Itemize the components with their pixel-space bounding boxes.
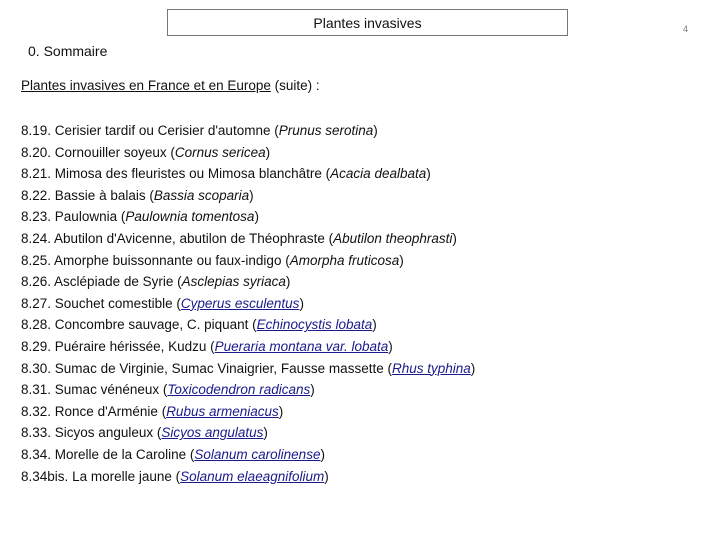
page-number: 4 <box>683 24 689 34</box>
item-common-name: Sumac de Virginie, Sumac Vinaigrier, Fausse massette <box>54 360 384 376</box>
list-item: 8.20. Cornouiller soyeux (Cornus sericea) <box>21 144 271 160</box>
list-item: 8.26. Asclépiade de Syrie (Asclepias syriaca) <box>21 274 291 290</box>
item-number: 8.20. <box>21 144 52 160</box>
list-item: 8.22. Bassie à balais (Bassia scoparia) <box>21 187 254 203</box>
item-common-name: La morelle jaune <box>72 468 172 484</box>
item-common-name: Souchet comestible <box>54 295 173 311</box>
list-item: 8.24. Abutilon d'Avicenne, abutilon de Théophraste (Abutilon theophrasti) <box>21 230 457 246</box>
list-item: 8.33. Sicyos anguleux (Sicyos angulatus) <box>21 425 268 441</box>
item-number: 8.33. <box>21 425 52 441</box>
list-item: 8.27. Souchet comestible (Cyperus esculentus) <box>21 295 304 311</box>
item-common-name: Bassie à balais <box>54 187 146 203</box>
list-item: 8.31. Sumac vénéneux (Toxicodendron radicans) <box>21 382 315 398</box>
section-heading: 0. Sommaire <box>28 43 108 59</box>
list-item: 8.19. Cerisier tardif ou Cerisier d'automne (Prunus serotina) <box>21 123 378 138</box>
item-common-name: Concombre sauvage, C. piquant <box>54 317 249 333</box>
item-number: 8.25. <box>21 252 52 268</box>
item-scientific-name-link[interactable]: Toxicodendron radicans <box>167 382 311 398</box>
item-number: 8.26. <box>21 274 52 290</box>
item-common-name: Puéraire hérissée, Kudzu <box>54 338 207 354</box>
item-number: 8.28. <box>21 317 52 333</box>
item-common-name: Cerisier tardif ou Cerisier d'automne <box>54 123 271 138</box>
item-scientific-name: Amorpha fruticosa <box>289 252 400 268</box>
item-common-name: Amorphe buissonnante ou faux-indigo <box>54 252 282 268</box>
list-item: 8.29. Puéraire hérissée, Kudzu (Pueraria montana var. lobata) <box>21 338 393 354</box>
list-item: 8.30. Sumac de Virginie, Sumac Vinaigrier, Fausse massette (Rhus typhina) <box>21 360 476 376</box>
item-scientific-name-link[interactable]: Sicyos angulatus <box>161 425 264 441</box>
item-scientific-name: Bassia scoparia <box>153 187 250 203</box>
intro-rest: (suite) : <box>270 78 320 93</box>
item-scientific-name: Acacia dealbata <box>330 166 427 182</box>
page-title: Plantes invasives <box>167 9 568 36</box>
intro-line <box>21 78 320 93</box>
list-item: 8.34bis. La morelle jaune (Solanum elaeagnifolium) <box>21 468 329 484</box>
item-common-name: Abutilon d'Avicenne, abutilon de Théophraste <box>54 230 325 246</box>
list-item: 8.21. Mimosa des fleuristes ou Mimosa blanchâtre (Acacia dealbata) <box>21 166 431 182</box>
item-common-name: Paulownia <box>54 209 118 225</box>
item-common-name: Sicyos anguleux <box>54 425 154 441</box>
list-item: 8.23. Paulownia (Paulownia tomentosa) <box>21 209 259 225</box>
item-scientific-name: Cornus sericea <box>174 144 266 160</box>
item-scientific-name: Paulownia tomentosa <box>125 209 255 225</box>
item-number: 8.23. <box>21 209 52 225</box>
list-item: 8.28. Concombre sauvage, C. piquant (Echinocystis lobata) <box>21 317 377 333</box>
item-scientific-name: Asclepias syriaca <box>181 274 286 290</box>
item-common-name: Sumac vénéneux <box>54 382 160 398</box>
item-scientific-name-link[interactable]: Solanum elaeagnifolium <box>180 468 325 484</box>
item-scientific-name: Abutilon theophrasti <box>333 230 453 246</box>
item-scientific-name: Prunus serotina <box>278 123 374 138</box>
item-scientific-name-link[interactable]: Rhus typhina <box>391 360 471 376</box>
list-item: 8.34. Morelle de la Caroline (Solanum carolinense) <box>21 446 325 462</box>
item-number: 8.31. <box>21 382 52 398</box>
item-number: 8.27. <box>21 295 52 311</box>
item-number: 8.34. <box>21 446 52 462</box>
item-scientific-name-link[interactable]: Echinocystis lobata <box>256 317 373 333</box>
item-scientific-name-link[interactable]: Solanum carolinense <box>194 446 321 462</box>
list-item: 8.32. Ronce d'Arménie (Rubus armeniacus) <box>21 403 284 419</box>
item-scientific-name-link[interactable]: Cyperus esculentus <box>180 295 300 311</box>
item-scientific-name-link[interactable]: Rubus armeniacus <box>166 403 279 419</box>
intro-underlined: Plantes invasives en France et en Europe <box>21 78 271 93</box>
list-item: 8.25. Amorphe buissonnante ou faux-indigo (Amorpha fruticosa) <box>21 252 404 268</box>
item-number: 8.21. <box>21 166 52 182</box>
item-scientific-name-link[interactable]: Pueraria montana var. lobata <box>214 338 389 354</box>
item-number: 8.32. <box>21 403 52 419</box>
item-common-name: Mimosa des fleuristes ou Mimosa blanchâtre <box>54 166 322 182</box>
item-number: 8.24. <box>21 230 52 246</box>
item-number: 8.29. <box>21 338 52 354</box>
item-common-name: Cornouiller soyeux <box>54 144 167 160</box>
item-common-name: Morelle de la Caroline <box>54 446 187 462</box>
item-common-name: Ronce d'Arménie <box>54 403 158 419</box>
item-common-name: Asclépiade de Syrie <box>54 274 174 290</box>
item-number: 8.22. <box>21 187 52 203</box>
item-number: 8.19. <box>21 123 52 138</box>
plant-list <box>21 120 475 487</box>
item-number: 8.30. <box>21 360 52 376</box>
item-number: 8.34bis. <box>21 468 69 484</box>
